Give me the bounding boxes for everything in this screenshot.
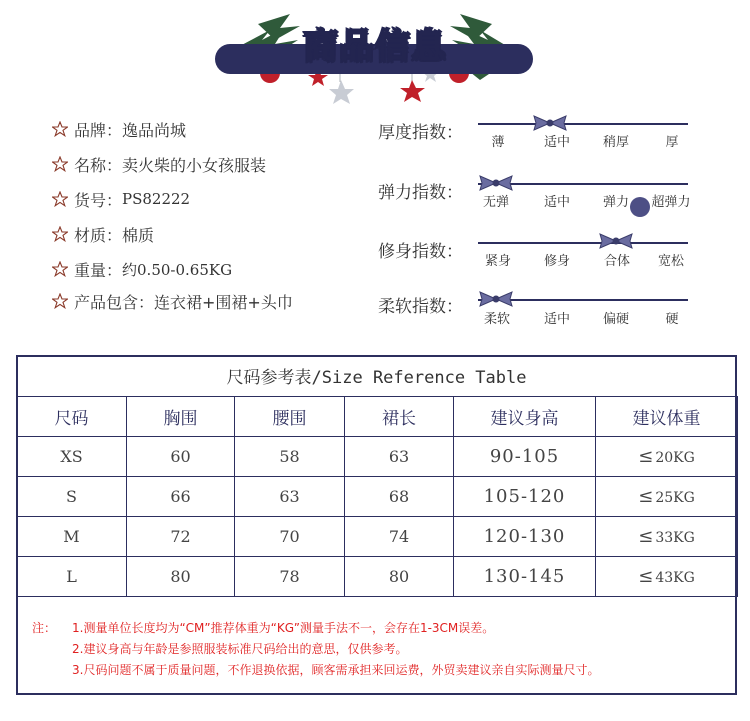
scale-line bbox=[478, 123, 688, 125]
scale-option: 稍厚 bbox=[602, 135, 629, 150]
size-cell: M bbox=[17, 517, 127, 557]
size-table bbox=[16, 396, 738, 597]
weight-value: 43KG bbox=[655, 570, 695, 586]
table-header: 建议身高 bbox=[454, 397, 596, 437]
star-outline-icon bbox=[52, 261, 68, 277]
scale-option: 薄 bbox=[491, 135, 505, 150]
star-outline-icon bbox=[52, 156, 68, 172]
note-line: 2.建议身高与年龄是参照服装标准尺码给出的意思，仅供参考。 bbox=[72, 642, 408, 656]
info-label: 名称： bbox=[74, 155, 123, 175]
chest-cell: 66 bbox=[127, 477, 235, 517]
le-symbol: ≤ bbox=[638, 486, 654, 507]
weight-cell bbox=[596, 557, 738, 597]
weight-cell bbox=[596, 477, 738, 517]
info-value: 棉质 bbox=[122, 225, 155, 245]
scale-option: 适中 bbox=[543, 195, 570, 210]
height-cell: 120-130 bbox=[454, 517, 596, 557]
note-line: 1.测量单位长度均为“CM”推荐体重为“KG”测量手法不一，会存在1-3CM误差。 bbox=[72, 621, 495, 635]
info-value: 卖火柴的小女孩服装 bbox=[122, 155, 267, 175]
table-header: 胸围 bbox=[127, 397, 235, 437]
scale-label-thickness: 厚度指数： bbox=[378, 123, 463, 143]
scale-option: 厚 bbox=[665, 135, 679, 150]
info-value: 连衣裙+围裙+头巾 bbox=[154, 292, 293, 312]
info-item-brand bbox=[52, 117, 186, 141]
star-outline-icon bbox=[52, 226, 68, 242]
scale-option: 宽松 bbox=[657, 254, 684, 269]
size-cell: S bbox=[17, 477, 127, 517]
waist-cell: 58 bbox=[235, 437, 345, 477]
scale-label-elasticity: 弹力指数： bbox=[378, 183, 463, 203]
weight-value: 33KG bbox=[655, 530, 695, 546]
length-cell: 74 bbox=[345, 517, 454, 557]
info-item-contents bbox=[52, 289, 293, 313]
scale-line bbox=[478, 242, 688, 244]
le-symbol: ≤ bbox=[638, 566, 654, 587]
table-header: 腰围 bbox=[235, 397, 345, 437]
info-label: 材质： bbox=[74, 225, 123, 245]
star-outline-icon bbox=[52, 191, 68, 207]
scale-option: 硬 bbox=[665, 312, 679, 327]
info-item-name bbox=[52, 152, 266, 176]
weight-cell bbox=[596, 517, 738, 557]
length-cell: 68 bbox=[345, 477, 454, 517]
chest-cell: 80 bbox=[127, 557, 235, 597]
info-label: 产品包含： bbox=[74, 292, 155, 312]
height-cell: 90-105 bbox=[454, 437, 596, 477]
bow-marker-icon bbox=[478, 175, 514, 191]
waist-cell: 63 bbox=[235, 477, 345, 517]
table-row bbox=[17, 557, 738, 597]
height-cell: 105-120 bbox=[454, 477, 596, 517]
scale-label-softness: 柔软指数： bbox=[378, 297, 463, 317]
scale-option: 合体 bbox=[603, 254, 630, 269]
notes-prefix: 注： bbox=[32, 621, 57, 635]
size-cell: L bbox=[17, 557, 127, 597]
scale-label-fit: 修身指数： bbox=[378, 242, 463, 262]
scale-option: 超弹力 bbox=[651, 195, 691, 210]
info-label: 品牌： bbox=[74, 120, 123, 140]
info-item-material bbox=[52, 222, 154, 246]
weight-value: 25KG bbox=[655, 490, 695, 506]
height-cell: 130-145 bbox=[454, 557, 596, 597]
table-row bbox=[17, 517, 738, 557]
table-header: 建议体重 bbox=[596, 397, 738, 437]
scale-option: 紧身 bbox=[484, 254, 511, 269]
scale-option: 适中 bbox=[543, 312, 570, 327]
bow-marker-icon bbox=[598, 233, 634, 249]
bow-marker-icon bbox=[532, 115, 568, 131]
banner-title: 商品信息 bbox=[303, 27, 448, 67]
scale-option: 适中 bbox=[543, 135, 570, 150]
length-cell: 80 bbox=[345, 557, 454, 597]
waist-cell: 70 bbox=[235, 517, 345, 557]
scale-option: 弹力 bbox=[602, 195, 629, 210]
weight-value: 20KG bbox=[655, 450, 695, 466]
notes bbox=[32, 618, 732, 681]
scale-option: 无弹 bbox=[482, 195, 509, 210]
bow-marker-icon bbox=[478, 291, 514, 307]
info-item-sku bbox=[52, 187, 190, 211]
table-row bbox=[17, 477, 738, 517]
waist-cell: 78 bbox=[235, 557, 345, 597]
star-outline-icon bbox=[52, 121, 68, 137]
table-header: 尺码 bbox=[17, 397, 127, 437]
le-symbol: ≤ bbox=[638, 446, 654, 467]
note-line: 3.尺码问题不属于质量问题，不作退换依据，顾客需承担来回运费，外贸卖建议亲自实际测量尺寸。 bbox=[72, 663, 600, 677]
table-row bbox=[17, 437, 738, 477]
info-value: 逸品尚城 bbox=[122, 120, 187, 140]
length-cell: 63 bbox=[345, 437, 454, 477]
banner bbox=[0, 0, 750, 105]
size-cell: XS bbox=[17, 437, 127, 477]
star-outline-icon bbox=[52, 293, 68, 309]
scale-option: 偏硬 bbox=[602, 312, 629, 327]
info-value: PS82222 bbox=[122, 190, 191, 208]
table-header-row bbox=[17, 397, 738, 437]
info-label: 重量： bbox=[74, 260, 123, 280]
chest-cell: 72 bbox=[127, 517, 235, 557]
scale-option: 修身 bbox=[543, 254, 570, 269]
info-value: 约0.50-0.65KG bbox=[122, 260, 233, 279]
info-item-weight bbox=[52, 257, 232, 281]
table-header: 裙长 bbox=[345, 397, 454, 437]
le-symbol: ≤ bbox=[638, 526, 654, 547]
size-table-title: 尺码参考表/Size Reference Table bbox=[226, 368, 527, 388]
info-label: 货号： bbox=[74, 190, 123, 210]
weight-cell bbox=[596, 437, 738, 477]
scale-option: 柔软 bbox=[483, 312, 510, 327]
chest-cell: 60 bbox=[127, 437, 235, 477]
